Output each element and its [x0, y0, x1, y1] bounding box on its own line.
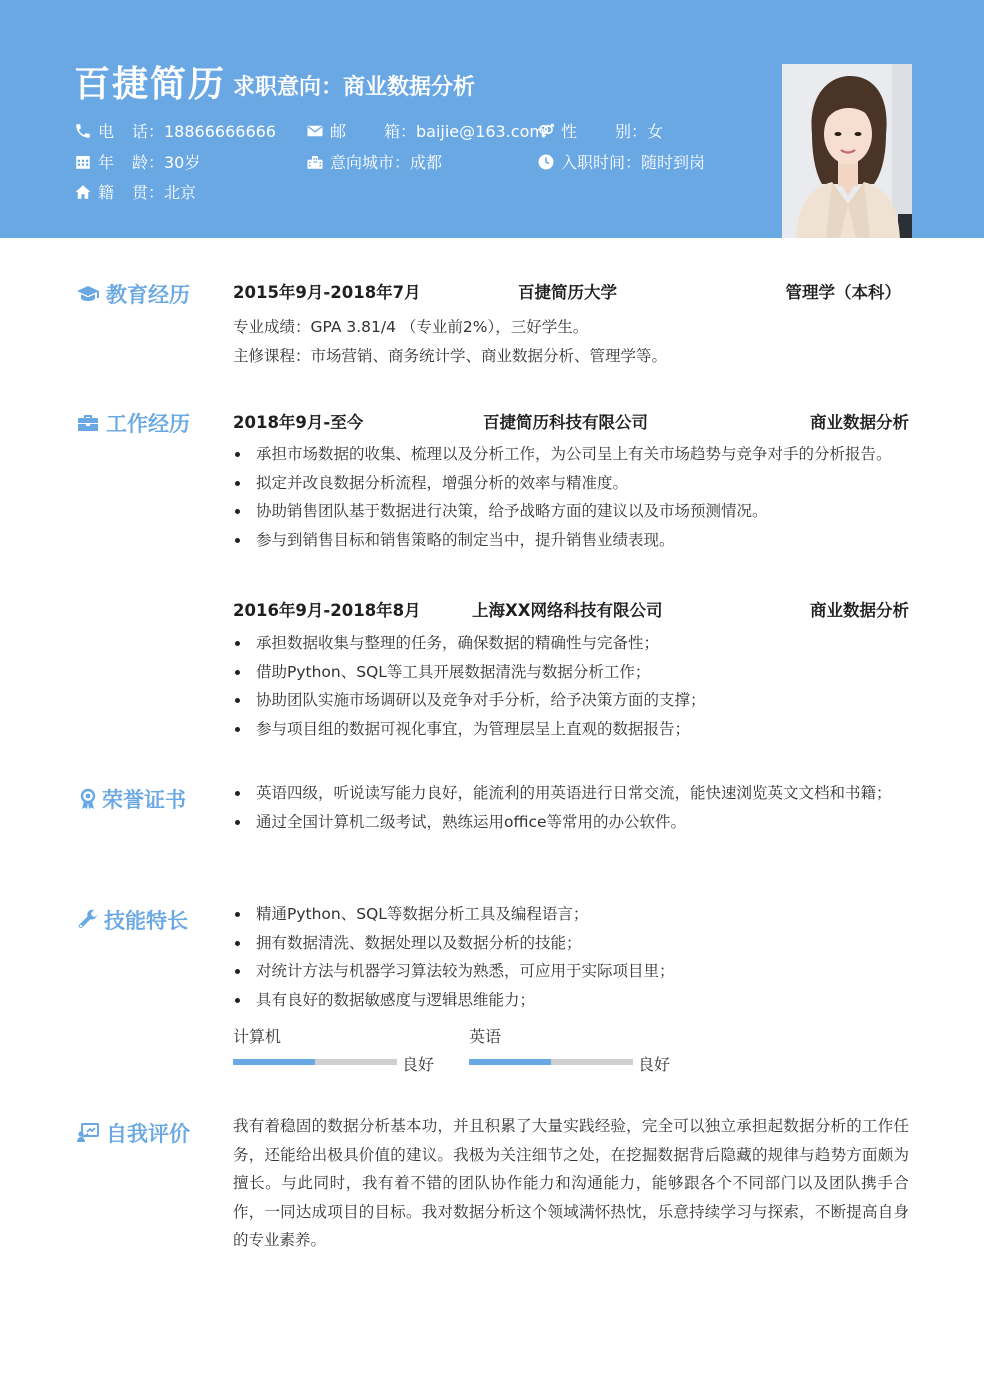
list-item: 英语四级，听说读写能力良好，能流利的用英语进行日常交流，能快速浏览英文文档和书籍； [233, 779, 909, 808]
building-icon [306, 153, 324, 171]
education-period: 2015年9月-2018年7月 [233, 283, 421, 302]
job-company: 上海XX网络科技有限公司 [472, 601, 663, 620]
list-item: 通过全国计算机二级考试，熟练运用office等常用的办公软件。 [233, 808, 909, 837]
list-item: 协助团队实施市场调研以及竞争对手分析，给予决策方面的支撑； [233, 686, 909, 715]
list-item: 协助销售团队基于数据进行决策，给予战略方面的建议以及市场预测情况。 [233, 497, 909, 526]
age-value: ：30岁 [148, 153, 201, 172]
gender-value: ：女 [631, 122, 664, 141]
job-period: 2018年9月-至今 [233, 413, 364, 432]
list-item: 承担市场数据的收集、梳理以及分析工作，为公司呈上有关市场趋势与竞争对手的分析报告。 [233, 440, 909, 469]
list-item: 具有良好的数据敏感度与逻辑思维能力； [233, 986, 909, 1015]
list-item: 拟定并改良数据分析流程，增强分析的效率与精准度。 [233, 469, 909, 498]
job-2-duties [233, 629, 909, 743]
list-item: 拥有数据清洗、数据处理以及数据分析的技能； [233, 929, 909, 958]
honors-section-title: 荣誉证书 [76, 784, 186, 814]
education-school: 百捷简历大学 [518, 283, 617, 302]
list-item: 借助Python、SQL等工具开展数据清洗与数据分析工作； [233, 658, 909, 687]
resume-header [0, 0, 984, 238]
self-evaluation-text: 我有着稳固的数据分析基本功，并且积累了大量实践经验，完全可以独立承担起数据分析的工作任务，还能给出极具价值的建议。我极为关注细节之处，在挖掘数据背后隐藏的规律与趋势方面颇为擅长。与此同时，我有着不错的团队协作能力和沟通能力，能够跟各个不同部门以及团队携手合作，一同达成项目的目标。我对数据分析这个领域满怀热忱，乐意持续学习与探索，不断提高自身的专业素养。 [233, 1117, 909, 1249]
honors-list [233, 779, 909, 836]
entry-label: 入职时间 [561, 153, 626, 172]
job-position: 商业数据分析 [810, 413, 909, 432]
skills-list [233, 900, 909, 1014]
education-major: 管理学（本科） [785, 283, 901, 302]
skill-bar-english [469, 1059, 633, 1065]
email-info: 邮 箱 ：baijie@163.com [306, 119, 545, 142]
gender-icon [537, 122, 555, 140]
education-section-title: 教育经历 [76, 279, 190, 309]
profile-photo [782, 64, 912, 238]
graduation-cap-icon [76, 282, 100, 306]
skill-bar-fill [469, 1059, 551, 1065]
skill-level: 良好 [638, 1055, 671, 1074]
email-value: ：baijie@163.com [400, 122, 545, 141]
education-courses: 主修课程：市场营销、商务统计学、商业数据分析、管理学等。 [233, 347, 668, 365]
job-period: 2016年9月-2018年8月 [233, 601, 421, 620]
award-icon [76, 787, 96, 811]
list-item: 精通Python、SQL等数据分析工具及编程语言； [233, 900, 909, 929]
phone-info: 电 话 ：18866666666 [74, 119, 276, 142]
skill-level: 良好 [402, 1055, 435, 1074]
job-1-duties [233, 440, 909, 554]
resume-name: 百捷简历 [74, 64, 227, 105]
city-value: ：成都 [394, 153, 443, 172]
calendar-icon [74, 153, 92, 171]
entry-info [537, 150, 705, 173]
home-icon [74, 183, 92, 201]
list-item: 参与项目组的数据可视化事宜，为管理层呈上直观的数据报告； [233, 715, 909, 744]
entry-value: ：随时到岗 [625, 153, 706, 172]
presentation-icon [76, 1121, 100, 1145]
city-info [306, 150, 442, 173]
mail-icon [306, 122, 324, 140]
phone-value: ：18866666666 [148, 122, 276, 141]
briefcase-icon [76, 411, 100, 435]
city-label: 意向城市 [330, 153, 395, 172]
skills-section-title: 技能特长 [76, 905, 188, 935]
origin-value: ：北京 [148, 183, 197, 202]
skill-name: 计算机 [233, 1027, 282, 1046]
education-gpa: 专业成绩：GPA 3.81/4 （专业前2%），三好学生。 [233, 318, 589, 336]
clock-icon [537, 153, 555, 171]
skill-bar-computer [233, 1059, 397, 1065]
wrench-icon [76, 908, 98, 932]
job-position: 商业数据分析 [810, 601, 909, 620]
age-info: 年 龄 ：30岁 [74, 150, 200, 173]
self-section-title: 自我评价 [76, 1118, 190, 1148]
list-item: 承担数据收集与整理的任务，确保数据的精确性与完备性； [233, 629, 909, 658]
skill-bar-fill [233, 1059, 315, 1065]
list-item: 对统计方法与机器学习算法较为熟悉，可应用于实际项目里； [233, 957, 909, 986]
gender-info: 性 别 ：女 [537, 119, 663, 142]
job-intention: 求职意向：商业数据分析 [233, 75, 476, 100]
job-company: 百捷简历科技有限公司 [483, 413, 648, 432]
work-section-title: 工作经历 [76, 408, 190, 438]
phone-icon [74, 122, 92, 140]
list-item: 参与到销售目标和销售策略的制定当中，提升销售业绩表现。 [233, 526, 909, 555]
origin-info: 籍 贯 ：北京 [74, 180, 196, 203]
skill-name: 英语 [469, 1027, 502, 1046]
